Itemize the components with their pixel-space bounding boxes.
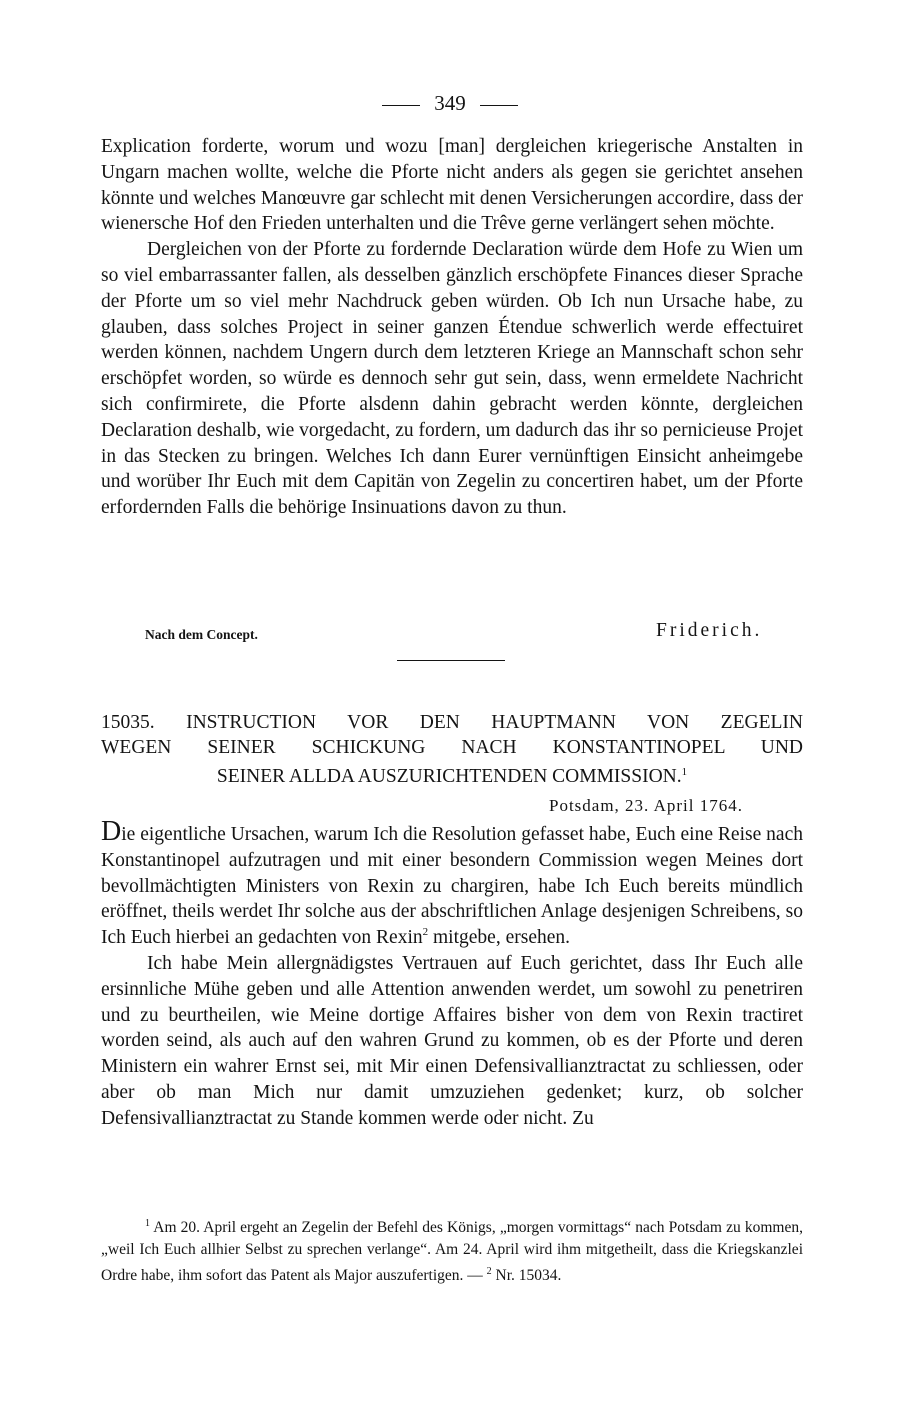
heading-line: WEGEN SEINER SCHICKUNG NACH KONSTANTINOPEL UND	[101, 737, 803, 758]
document-body	[101, 816, 803, 1132]
signature: Friderich.	[656, 620, 763, 641]
footnote-text: Nr. 15034.	[491, 1267, 562, 1284]
heading-line: 15035. INSTRUCTION VOR DEN HAUPTMANN VON ZEGELIN	[101, 712, 803, 733]
heading-line-last	[101, 760, 803, 789]
footnote-mark: 1	[145, 1218, 150, 1229]
footnote-mark: 2	[486, 1266, 492, 1277]
paragraph-text: ie eigentliche Ursachen, warum Ich die Resolution gefasset habe, Euch eine Reise nach Konstantinopel aufzutragen und mit einer besondern Commission wegen Meines dort bevollmächtigten Ministers von Rexin zu chargiren, habe Ich Euch bereits mündlich eröffnet, theils werdet Ihr solche aus der abschriftlichen Anlage desjenigen Schreibens, so Ich Euch hierbei an gedachten von Rexin	[101, 824, 803, 949]
footnote-reference: 1	[681, 766, 688, 778]
paragraph-text: mitgebe, ersehen.	[428, 927, 571, 949]
footnote-text: Am 20. April ergeht an Zegelin der Befehl des Königs, „morgen vormittags“ nach Potsdam zu kommen, „weil Ich Euch allhier Selbst zu sprechen verlange“. Am 24. April wird ihm mitgetheilt, dass die Kriegskanzlei Ordre habe, ihm sofort das Patent als Major auszufertigen. —	[101, 1219, 803, 1284]
source-note: Nach dem Concept.	[145, 627, 258, 642]
letter-paragraph: Dergleichen von der Pforte zu fordernde Declaration würde dem Hofe zu Wien um so viel embarrassanter fallen, als desselben gänzlich erschöpfete Finances dieser Sprache der Pforte um so viel mehr Nachdruck geben würden. Ob Ich nun Ursache habe, zu glauben, dass solches Project in seiner ganzen Étendue schwerlich werde effectuiret werden können, nachdem Ungern durch dem letzteren Kriege an Mannschaft schon sehr erschöpfet worden, so würde es dennoch sehr gut sein, dass, wenn ermeldete Nachricht sich confirmirete, die Pforte alsdenn dahin gebracht werden könnte, dergleichen Declaration deshalb, wie vorgedacht, zu fordern, um dadurch das ihr so pernicieuse Projet in das Stecken zu bringen. Welches Ich dann Eurer vernünftigen Einsicht anheimgebe und worüber Ihr Euch mit dem Capitän von Zegelin zu concertiren habet, um der Pforte erfordernden Falls die behörige Insinuations davon zu thun.	[101, 239, 803, 519]
page-header	[0, 88, 900, 118]
document-paragraph	[101, 816, 803, 951]
document-heading	[101, 710, 803, 789]
heading-line: SEINER ALLDA AUSZURICHTENDEN COMMISSION.	[216, 766, 682, 787]
section-divider	[397, 660, 505, 661]
initial-letter: D	[101, 816, 122, 847]
footnote-reference: 2	[422, 926, 429, 939]
footnote	[101, 1213, 803, 1287]
footnotes	[101, 1213, 803, 1287]
page-number: 349	[434, 91, 466, 115]
dateline: Potsdam, 23. April 1764.	[549, 796, 744, 815]
header-rule-left	[382, 105, 420, 106]
letter-body	[101, 134, 803, 521]
letter-paragraph: Explication forderte, worum und wozu [man] dergleichen kriegerische Anstalten in Ungarn machen wollte, welche die Pforte nicht anders als gegen sie gerichtet ansehen könnte und welches Manœuvre gar schlecht mit denen Versicherungen accordire, dass der wienersche Hof den Frieden unterhalten und die Trêve gerne verlängert sehen möchte.	[101, 136, 803, 235]
document-paragraph: Ich habe Mein allergnädigstes Vertrauen auf Euch gerichtet, dass Ihr Euch alle ersinnliche Mühe geben und alle Attention anwenden werdet, um sowohl zu penetriren und zu beurtheilen, wie Meine dortige Affaires bisher von dem von Rexin tractiret worden seind, als auch auf den wahren Grund zu kommen, ob es der Pforte und deren Ministern ein wahrer Ernst sei, mit Mir einen Defensivallianztractat zu schliessen, oder aber ob man Mich nur damit umzuziehen gedenket; kurz, ob solcher Defensivallianztractat zu Stande kommen werde oder nicht. Zu	[101, 952, 803, 1129]
header-rule-right	[480, 105, 518, 106]
